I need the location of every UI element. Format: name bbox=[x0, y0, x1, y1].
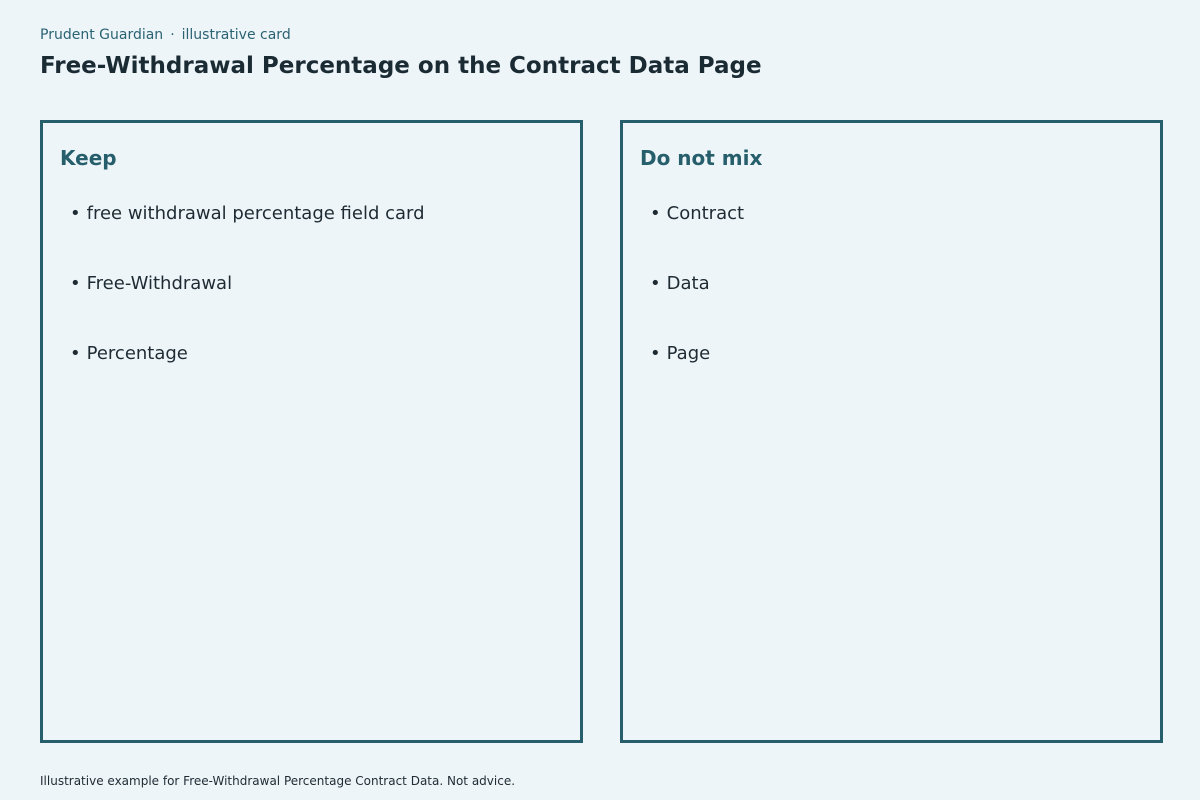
list-item-label: free withdrawal percentage field card bbox=[86, 203, 425, 224]
page-title: Free-Withdrawal Percentage on the Contract Data Page bbox=[40, 53, 762, 79]
bullet-icon: • bbox=[70, 203, 81, 224]
list-item bbox=[650, 273, 744, 343]
bullet-icon: • bbox=[70, 343, 81, 364]
keep-panel bbox=[40, 120, 583, 743]
keep-list bbox=[70, 203, 425, 413]
list-item bbox=[70, 273, 425, 343]
list-item bbox=[650, 203, 744, 273]
list-item-label: Percentage bbox=[86, 343, 188, 364]
bullet-icon: • bbox=[650, 343, 661, 364]
list-item-label: Data bbox=[666, 273, 710, 294]
keep-panel-heading: Keep bbox=[60, 146, 117, 170]
list-item bbox=[650, 343, 744, 413]
footer-disclaimer: Illustrative example for Free-Withdrawal Percentage Contract Data. Not advice. bbox=[40, 774, 516, 788]
bullet-icon: • bbox=[70, 273, 81, 294]
do-not-mix-list bbox=[650, 203, 744, 413]
header-separator: · bbox=[170, 27, 175, 43]
brand-name: Prudent Guardian bbox=[40, 27, 164, 43]
list-item-label: Free-Withdrawal bbox=[86, 273, 233, 294]
do-not-mix-panel bbox=[620, 120, 1163, 743]
bullet-icon: • bbox=[650, 203, 661, 224]
header-subtitle: illustrative card bbox=[181, 27, 291, 43]
list-item bbox=[70, 343, 425, 413]
list-item-label: Contract bbox=[666, 203, 745, 224]
list-item bbox=[70, 203, 425, 273]
list-item-label: Page bbox=[666, 343, 711, 364]
bullet-icon: • bbox=[650, 273, 661, 294]
do-not-mix-panel-heading: Do not mix bbox=[640, 146, 763, 170]
header-meta bbox=[40, 27, 291, 43]
